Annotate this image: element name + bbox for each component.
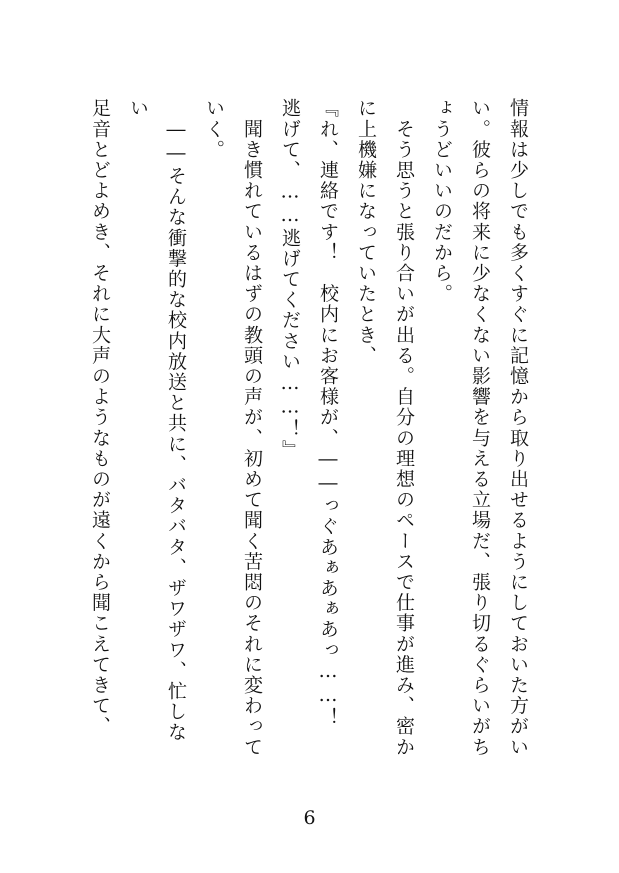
- text-line: ょうどいいのだから。: [431, 98, 453, 304]
- text-line: 聞き慣れているはずの教頭の声が、初めて聞く苦悶のそれに変わって: [241, 98, 263, 758]
- text-line: ――そんな衝撃的な校内放送と共に、バタバタ、ザワザワ、忙しない: [127, 98, 187, 743]
- text-line: 『れ、連絡です！ 校内にお客様が、――っぐあぁあぁあっ……！: [317, 98, 339, 728]
- vertical-text-block: [77, 98, 537, 758]
- text-line: そう思うと張り合いが出る。自分の理想のペースで仕事が進み、密か: [393, 98, 415, 758]
- text-line: 足音とどよめき、それに大声のようなものが遠くから聞こえてきて、: [89, 98, 111, 737]
- text-line: いく。: [203, 98, 225, 160]
- text-line: に上機嫌になっていたとき、: [355, 98, 377, 366]
- text-line: い。彼らの将来に少なくない影響を与える立場だ、張り切るぐらいがち: [469, 98, 491, 758]
- text-line: 逃げて、……逃げてください……！』: [279, 98, 301, 461]
- page-number: 6: [303, 807, 316, 829]
- text-line: 情報は少しでも多くすぐに記憶から取り出せるようにしておいた方がい: [507, 98, 529, 758]
